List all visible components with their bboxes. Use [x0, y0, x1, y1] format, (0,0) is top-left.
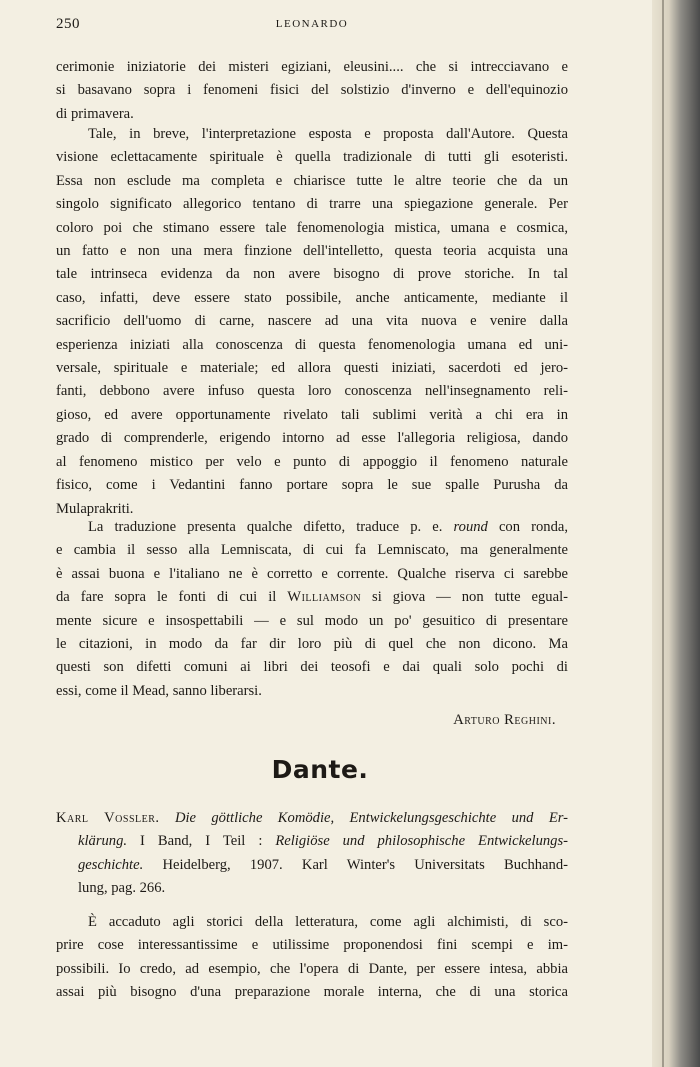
text-line: versale, spirituale e materiale; ed allora questi iniziati, sacerdoti ed jero-	[56, 360, 568, 377]
biblio-title: Religiöse und philosophische Entwickelungs-	[275, 833, 569, 850]
biblio-title: klärung.	[78, 833, 128, 850]
text-line: le citazioni, in modo da far dir loro più di quel che non dicono. Ma	[56, 636, 568, 653]
text-line: un fatto e non una mera finzione dell'intelletto, questa teoria acquista una	[56, 243, 568, 260]
text-line: al fenomeno mistico per velo e punto di appoggio il fenomeno naturale	[56, 453, 568, 470]
text-line	[56, 516, 568, 539]
text-line: Essa non esclude ma completa e chiarisce tutte le altre teorie che da un	[56, 172, 568, 189]
text-run: Heidelberg, 1907. Karl Winter's Universitats Buchhand-	[143, 856, 568, 873]
text-run: da fare sopra le fonti di cui il	[56, 589, 288, 606]
text-line: mente sicure e insospettabili — e sul modo un po' gesuitico di presentare	[56, 612, 568, 629]
italic-word: round	[453, 519, 488, 535]
text-line: caso, infatti, deve essere stato possibile, anche anticamente, mediante il	[56, 289, 568, 306]
page-number: 250	[56, 16, 80, 32]
text-line: di primavera.	[56, 105, 134, 122]
text-line: assai più bisogno d'una preparazione morale interna, che di una storica	[56, 984, 568, 1001]
biblio-title: Die göttliche Komödie, Entwickelungsgeschichte und Er-	[174, 810, 568, 826]
biblio-line	[56, 807, 568, 830]
text-run: I Band, I Teil :	[127, 833, 276, 850]
review-signature: Arturo Reghini.	[453, 712, 556, 728]
binding-edge	[662, 0, 664, 1067]
text-line: e cambia il sesso alla Lemniscata, di cui fa Lemniscato, ma generalmente	[56, 542, 568, 559]
bibliographic-entry	[56, 807, 568, 901]
text-line: Mulaprakriti.	[56, 500, 134, 517]
text-line: singolo significato allegorico tentano di trarre una spiegazione generale. Per	[56, 196, 568, 213]
biblio-line	[56, 854, 568, 877]
text-line: essi, come il Mead, sanno liberarsi.	[56, 682, 262, 699]
text-run: La traduzione presenta qualche difetto, traduce p. e.	[88, 519, 454, 535]
text-line: fanti, debbono avere infuso questa loro conoscenza nell'insegnamento reli-	[56, 383, 568, 400]
text-line	[56, 586, 568, 609]
biblio-line: lung, pag. 266.	[78, 880, 166, 897]
text-line: tale intrinseca evidenza da non avere bisogno di prove storiche. In tal	[56, 266, 568, 283]
text-run: con ronda,	[487, 519, 569, 535]
text-run: si giova — non tutte egual-	[361, 589, 568, 606]
paragraph-1	[56, 56, 568, 126]
text-line: Tale, in breve, l'interpretazione esposta e proposta dall'Autore. Questa	[88, 126, 568, 142]
text-line: si basavano sopra i fenomeni fisici del solstizio d'inverno e dell'equinozio	[56, 82, 568, 99]
page-header	[56, 16, 568, 38]
text-line: grado di comprenderle, erigendo intorno ad esse l'allegoria religiosa, dando	[56, 430, 568, 447]
text-line: prire cose interessantissime e utilissime proponendosi fini scempi e im-	[56, 937, 568, 954]
text-line: questi son difetti comuni ai libri dei teosofi e dai quali solo pochi di	[56, 659, 568, 676]
author-name-smallcaps: Williamson	[287, 589, 362, 606]
section-heading: Dante.	[271, 755, 369, 784]
biblio-line	[56, 830, 568, 853]
text-line: fisico, come i Vedantini fanno portare sopra le sue spalle Purusha da	[56, 477, 568, 494]
page-edge-shadow	[652, 0, 700, 1067]
biblio-title: geschichte.	[78, 856, 144, 873]
text-line: sacrificio dell'uomo di carne, nascere ad una vita nuova e venire dalla	[56, 313, 568, 330]
text-line: esperienza iniziati alla conoscenza di questa fenomenologia umana ed uni-	[56, 336, 568, 353]
text-line: gioso, ed avere opportunamente rivelato tali sublimi verità a chi era in	[56, 406, 568, 423]
text-line: È accaduto agli storici della letteratura, come agli alchimisti, di sco-	[88, 914, 568, 930]
paragraph-3	[56, 516, 568, 703]
text-line: è assai buona e l'italiano ne è corretto e corrente. Qualche riserva ci sarebbe	[56, 565, 568, 582]
text-line: coloro poi che stimano essere tale fenomenologia mistica, umana e cosmica,	[56, 219, 568, 236]
text-line: cerimonie iniziatorie dei misteri egiziani, eleusini.... che si intrecciavano e	[56, 59, 568, 75]
text-line: visione eclettacamente spirituale è quella tradizionale di tutti gli esoteristi.	[56, 149, 568, 166]
biblio-author: Karl Vossler.	[56, 810, 160, 826]
paragraph-4	[56, 911, 568, 1005]
paragraph-2	[56, 123, 568, 521]
text-line: possibili. Io credo, ad esempio, che l'opera di Dante, per essere intesa, abbia	[56, 960, 568, 977]
running-title: LEONARDO	[275, 18, 349, 30]
